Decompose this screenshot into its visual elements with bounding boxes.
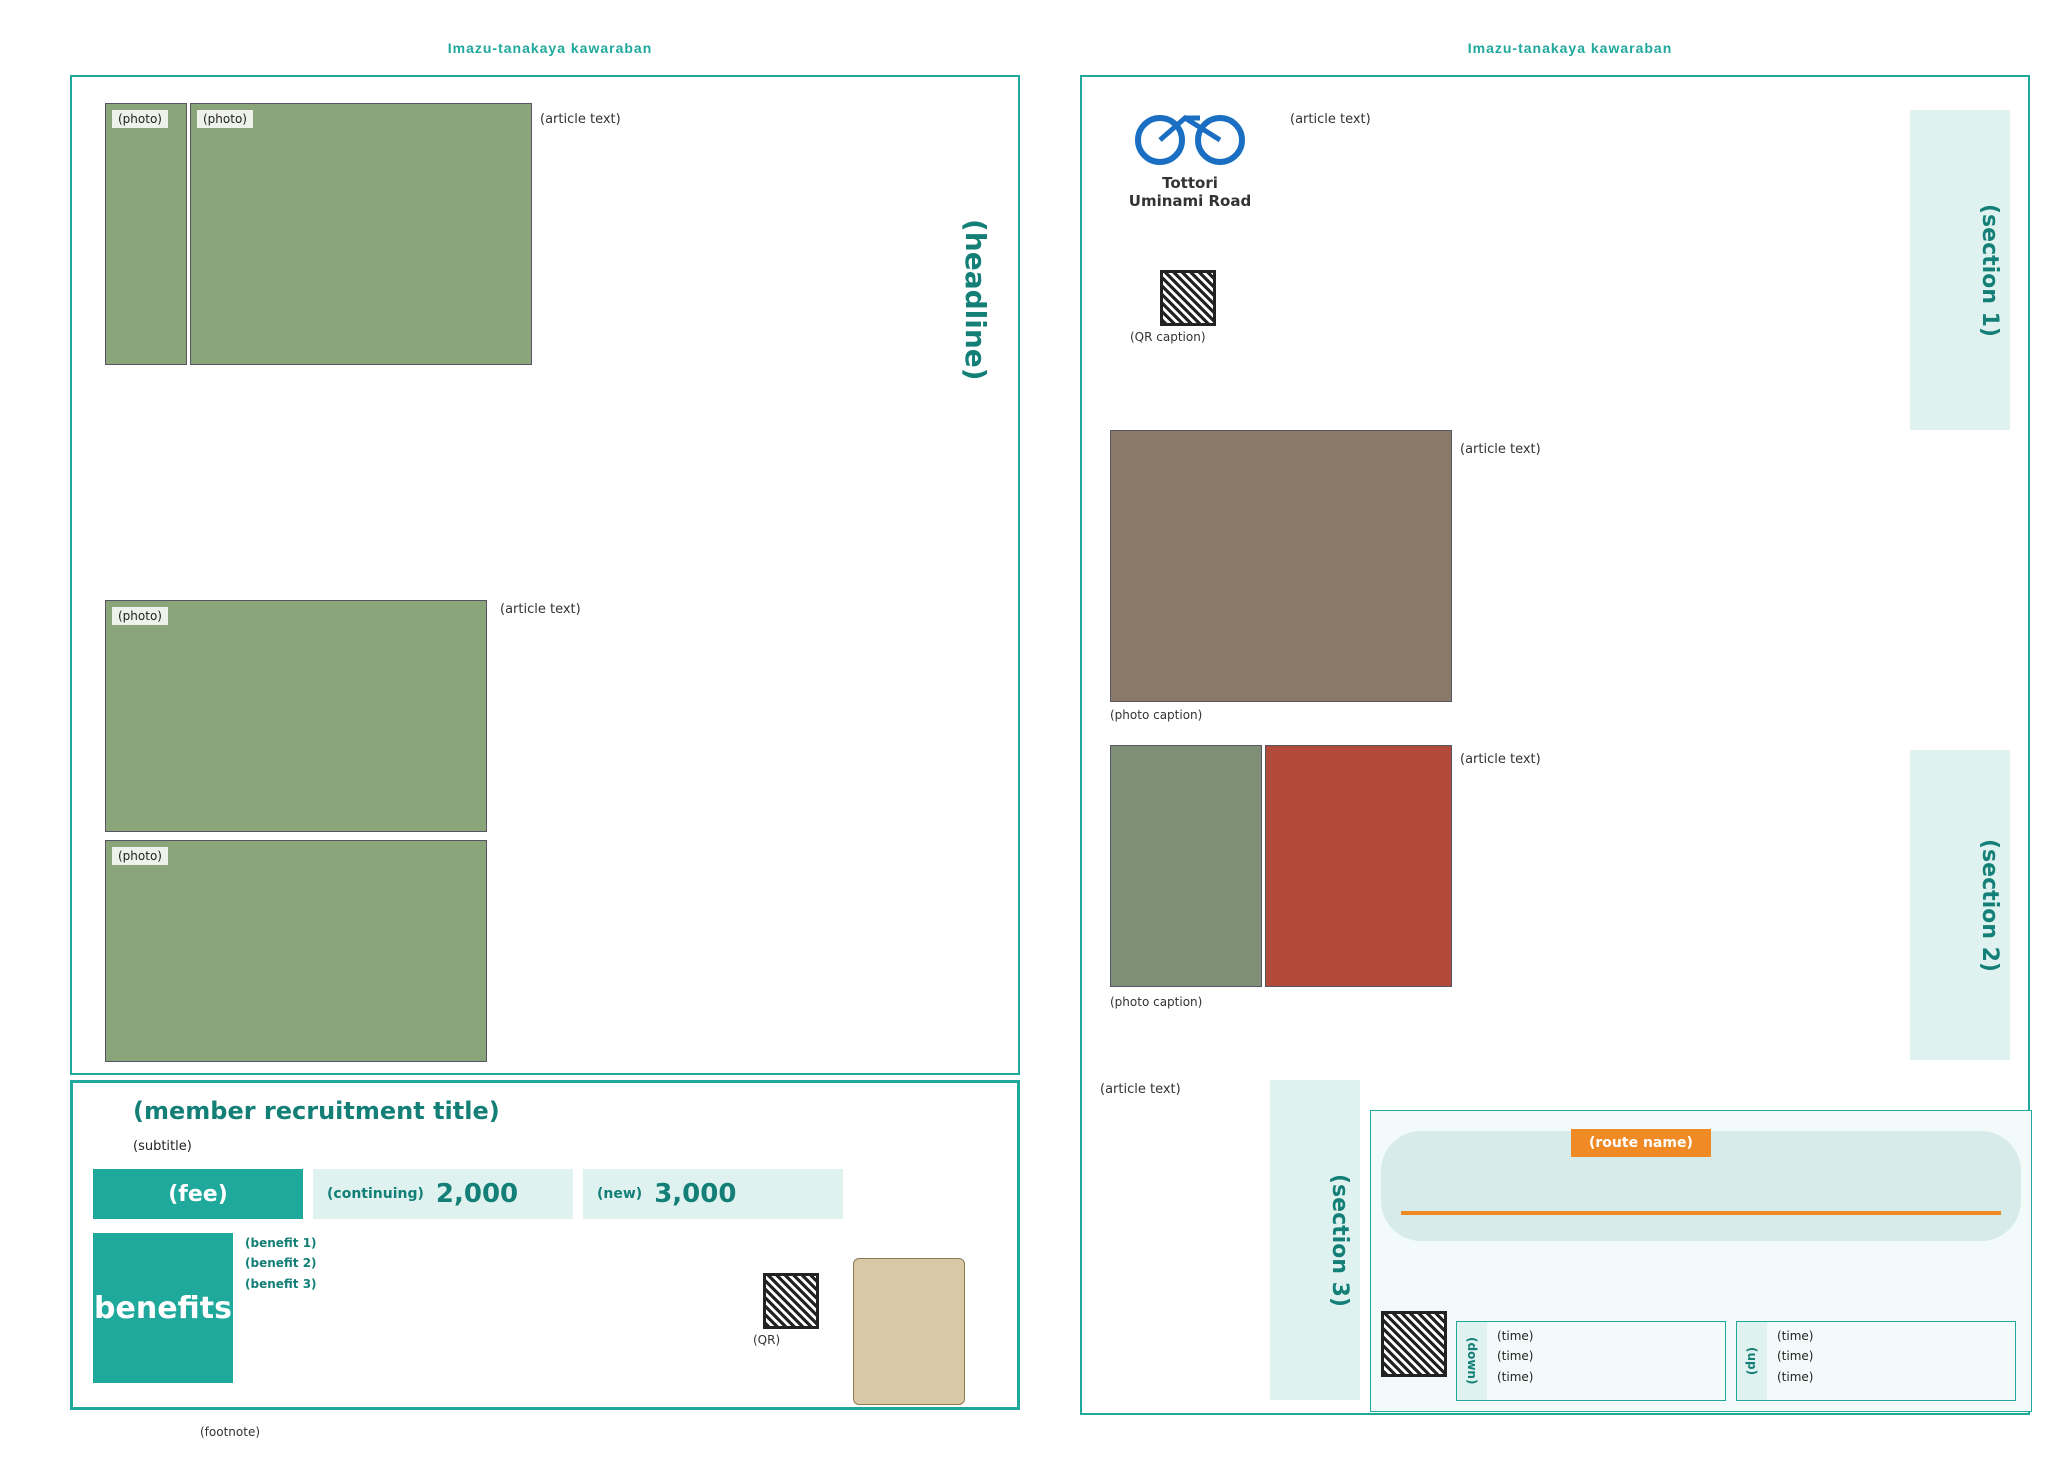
qr-code-icon[interactable] xyxy=(1160,270,1216,326)
page-header: Imazu-tanakaya kawaraban xyxy=(447,40,653,56)
section-title-train: (section 2) xyxy=(1910,750,2010,1060)
schedule-down-label: (down) xyxy=(1457,1322,1487,1400)
fee-new-label: (new) xyxy=(597,1186,643,1202)
caption-train: (photo caption) xyxy=(1110,995,1203,1009)
member-recruitment-box xyxy=(70,1080,1020,1410)
photo-label: (photo) xyxy=(112,847,168,865)
member-title: (member recruitment title) xyxy=(133,1097,500,1125)
photo-1 xyxy=(105,103,187,365)
perk-item: (benefit 1) xyxy=(245,1236,317,1250)
train-route-line xyxy=(1401,1211,2001,1215)
footnote: (footnote) xyxy=(200,1425,261,1439)
rice-bag-icon xyxy=(853,1258,965,1405)
logo-line-2: Uminami Road xyxy=(1128,192,1252,210)
schedule-up-label: (up) xyxy=(1737,1322,1767,1400)
article-body-top: (article text) xyxy=(1290,112,1371,127)
perk-item: (benefit 2) xyxy=(245,1256,317,1271)
schedule-row: (time) xyxy=(1497,1349,1534,1364)
qr-code-icon[interactable] xyxy=(1381,1311,1447,1377)
article-body-main: (article text) xyxy=(540,112,621,127)
member-subtitle: (subtitle) xyxy=(133,1139,192,1154)
uminami-road-logo xyxy=(1120,100,1260,210)
qr-caption: (QR) xyxy=(753,1333,781,1347)
fee-continuing xyxy=(313,1169,573,1219)
schedule-row: (time) xyxy=(1777,1349,1814,1364)
headline: (headline) xyxy=(959,219,992,381)
article-body-tour: (article text) xyxy=(1100,1082,1181,1097)
map-banner: (route name) xyxy=(1571,1129,1711,1157)
logo-qr-caption: (QR caption) xyxy=(1130,330,1206,344)
article-body-mid: (article text) xyxy=(1460,442,1541,457)
photo-bike-in-train xyxy=(1110,745,1262,987)
section-title-road: (section 1) xyxy=(1910,110,2010,430)
fee-label: (fee) xyxy=(93,1169,303,1219)
left-page xyxy=(60,40,1040,1439)
photo-4 xyxy=(105,840,487,1062)
schedule-row: (time) xyxy=(1777,1329,1814,1343)
photo-label: (photo) xyxy=(112,110,168,128)
schedule-up xyxy=(1736,1321,2016,1401)
fee-new xyxy=(583,1169,843,1219)
schedule-row: (time) xyxy=(1497,1329,1534,1343)
caption-meeting: (photo caption) xyxy=(1110,708,1203,722)
section-title-tour: (section 3) xyxy=(1270,1080,1360,1400)
article-body-train: (article text) xyxy=(1460,752,1541,767)
right-page xyxy=(1080,40,2048,1420)
photo-train-door xyxy=(1265,745,1452,987)
fee-continuing-value: 2,000 xyxy=(435,1179,519,1209)
perk-item: (benefit 3) xyxy=(245,1276,317,1291)
bicycle-icon xyxy=(1120,100,1260,170)
logo-line-1: Tottori xyxy=(1162,174,1218,192)
article-body-lower: (article text) xyxy=(500,602,581,617)
fee-new-value: 3,000 xyxy=(654,1179,737,1209)
fee-continuing-label: (continuing) xyxy=(327,1186,424,1202)
photo-2 xyxy=(190,103,532,365)
photo-3 xyxy=(105,600,487,832)
page-header: Imazu-tanakaya kawaraban xyxy=(1467,40,1673,56)
photo-label: (photo) xyxy=(112,607,168,625)
perk-list xyxy=(245,1233,715,1294)
photo-label: (photo) xyxy=(197,110,253,128)
schedule-row: (time) xyxy=(1497,1369,1534,1384)
route-map xyxy=(1370,1110,2032,1412)
qr-code-icon[interactable] xyxy=(763,1273,819,1329)
schedule-down xyxy=(1456,1321,1726,1401)
perk-label: (benefits) xyxy=(93,1233,233,1383)
photo-meeting xyxy=(1110,430,1452,702)
schedule-row: (time) xyxy=(1777,1369,1814,1384)
